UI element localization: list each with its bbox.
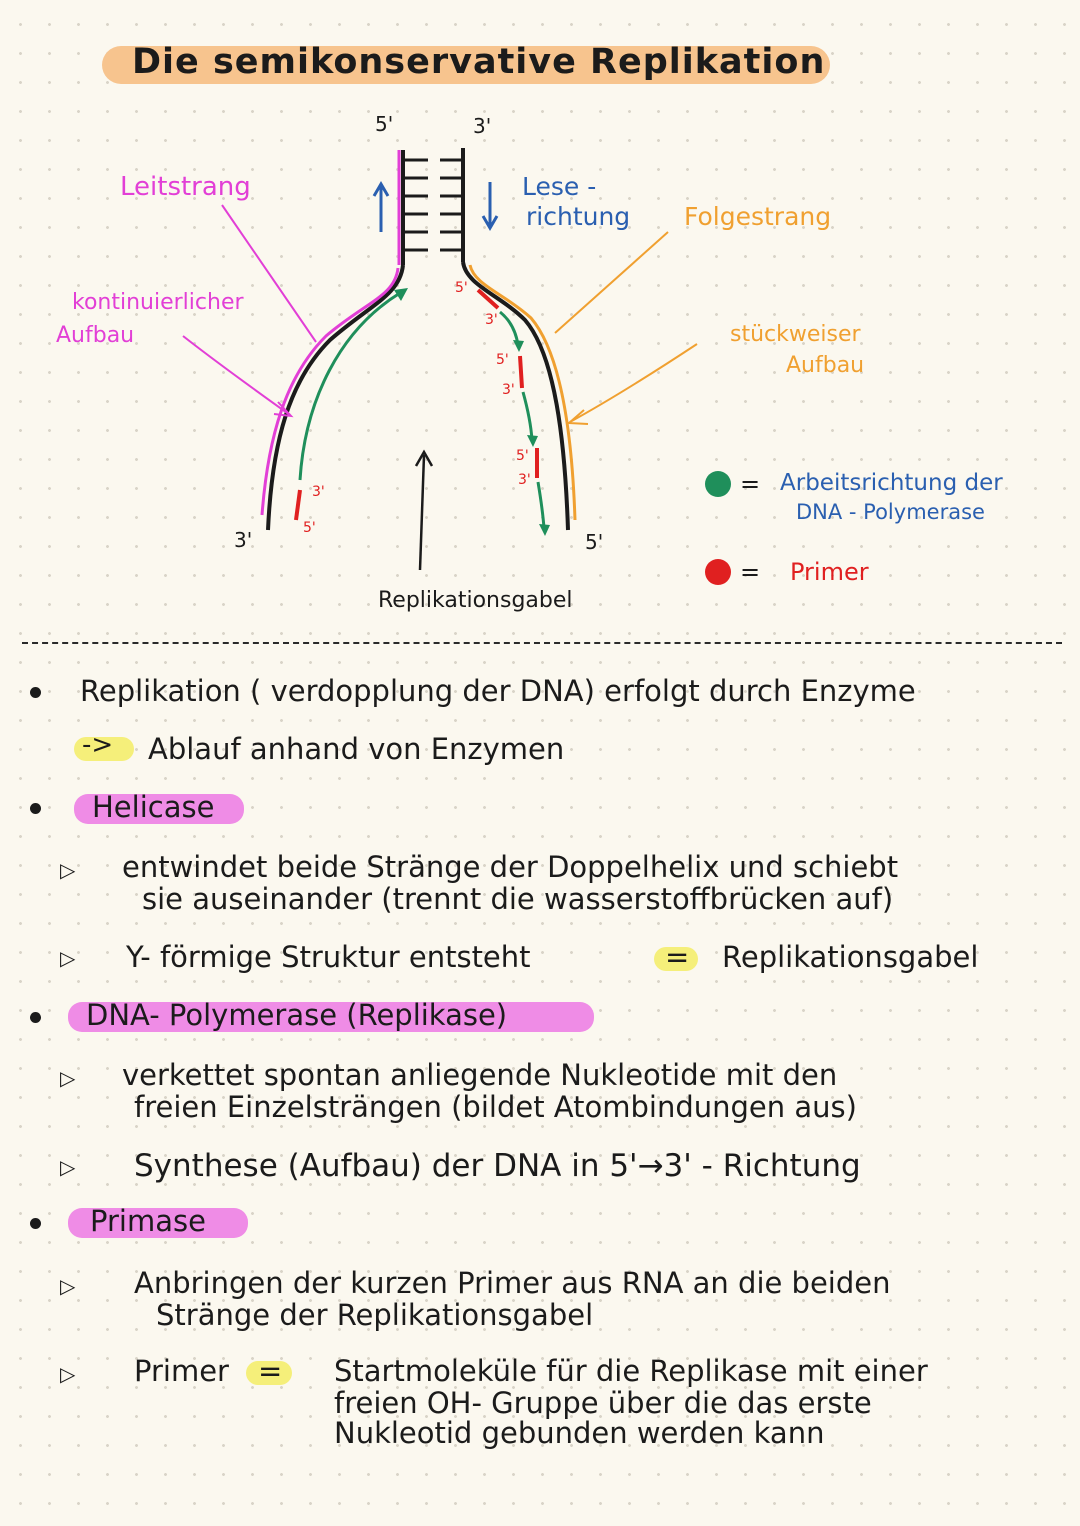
triangle-1: ▷	[60, 858, 76, 882]
top-3-label: 3'	[473, 114, 492, 138]
hel-1a: entwindet beide Stränge der Doppelhelix und schiebt	[122, 850, 899, 884]
gabel-label: Replikationsgabel	[378, 588, 573, 613]
bullet-3	[30, 1012, 41, 1023]
lese-label-2: richtung	[526, 202, 631, 231]
okazaki-fragment-1	[500, 312, 518, 345]
hel-2eq: =	[665, 940, 690, 974]
primer-r2-5: 5'	[496, 352, 509, 368]
bullet-2	[30, 803, 41, 814]
triangle-5: ▷	[60, 1274, 76, 1298]
triangle-3: ▷	[60, 1066, 76, 1090]
primer-r1-3: 3'	[485, 312, 498, 328]
primer-left	[296, 490, 300, 520]
pri-1a: Anbringen der kurzen Primer aus RNA an die beiden	[134, 1266, 891, 1300]
leading-polymerase-arrow	[300, 293, 400, 480]
hel-2b: Replikationsgabel	[722, 940, 979, 974]
primer-right-2	[520, 356, 522, 388]
kontinuierlich-label-2: Aufbau	[56, 323, 135, 348]
pri-2c: freien OH- Gruppe über die das erste	[334, 1386, 872, 1420]
legend-red-text: Primer	[790, 558, 869, 586]
legend-green-text-1: Arbeitsrichtung der	[780, 470, 1003, 496]
primer-r3-3: 3'	[518, 472, 531, 488]
triangle-4: ▷	[60, 1155, 76, 1179]
pol-1b: freien Einzelsträngen (bildet Atombindungen aus)	[134, 1090, 857, 1124]
primer-r3-5: 5'	[516, 448, 529, 464]
triangle-2: ▷	[60, 946, 76, 970]
lese-label-1: Lese -	[522, 172, 597, 201]
folgestrang-pointer	[555, 232, 668, 333]
stueckweise-pointer	[570, 344, 697, 422]
fork-pointer-arrow	[420, 455, 424, 570]
legend-green-text-2: DNA - Polymerase	[796, 500, 985, 524]
primer-r1-5: 5'	[455, 280, 468, 296]
primer-left-3: 3'	[312, 484, 325, 500]
bottom-left-3-label: 3'	[234, 528, 253, 552]
pri-2d: Nukleotid gebunden werden kann	[334, 1416, 825, 1450]
bottom-right-5-label: 5'	[585, 530, 604, 554]
legend-red-eq: =	[740, 558, 761, 586]
legend-green-eq: =	[740, 470, 761, 498]
b1-line1: Replikation ( verdopplung der DNA) erfolgt durch Enzyme	[80, 674, 916, 708]
okazaki-fragment-2	[523, 392, 532, 440]
base-pair-rungs	[403, 160, 463, 250]
pri-1b: Stränge der Replikationsgabel	[156, 1298, 594, 1332]
pol-1a: verkettet spontan anliegende Nukleotide mit den	[122, 1058, 838, 1092]
b1-line2: Ablauf anhand von Enzymen	[148, 732, 565, 766]
stueckweise-label-2: Aufbau	[786, 353, 865, 378]
lagging-template-strand	[463, 262, 568, 530]
polymerase-heading: DNA- Polymerase (Replikase)	[86, 998, 508, 1032]
pri-2eq: =	[258, 1354, 283, 1388]
page-title: Die semikonservative Replikation	[132, 42, 826, 82]
okazaki-fragment-3	[538, 482, 544, 528]
folgestrang-label: Folgestrang	[684, 202, 832, 231]
hel-2a: Y- förmige Struktur entsteht	[126, 940, 531, 974]
pri-2a: Primer	[134, 1354, 229, 1388]
kontinuierlich-label-1: kontinuierlicher	[72, 290, 244, 315]
hel-1b: sie auseinander (trennt die wasserstoffbrücken auf)	[142, 882, 894, 916]
legend-red-dot	[705, 559, 731, 585]
stueckweise-label-1: stückweiser	[730, 322, 861, 347]
bullet-4	[30, 1218, 41, 1229]
triangle-6: ▷	[60, 1362, 76, 1386]
b1-arrow: ->	[82, 730, 114, 760]
primer-r2-3: 3'	[502, 382, 515, 398]
legend-green-dot	[705, 471, 731, 497]
top-5-label: 5'	[375, 112, 394, 136]
pri-2b: Startmoleküle für die Replikase mit einer	[334, 1354, 928, 1388]
leitstrang-pointer	[222, 205, 316, 342]
bullet-1	[30, 687, 41, 698]
pol-2: Synthese (Aufbau) der DNA in 5'→3' - Richtung	[134, 1148, 861, 1184]
helicase-heading: Helicase	[92, 790, 215, 824]
section-divider	[22, 642, 1062, 644]
kontinuierlich-pointer	[183, 336, 290, 415]
leitstrang-label: Leitstrang	[120, 172, 251, 202]
primase-heading: Primase	[90, 1204, 206, 1238]
primer-left-5: 5'	[303, 520, 316, 536]
